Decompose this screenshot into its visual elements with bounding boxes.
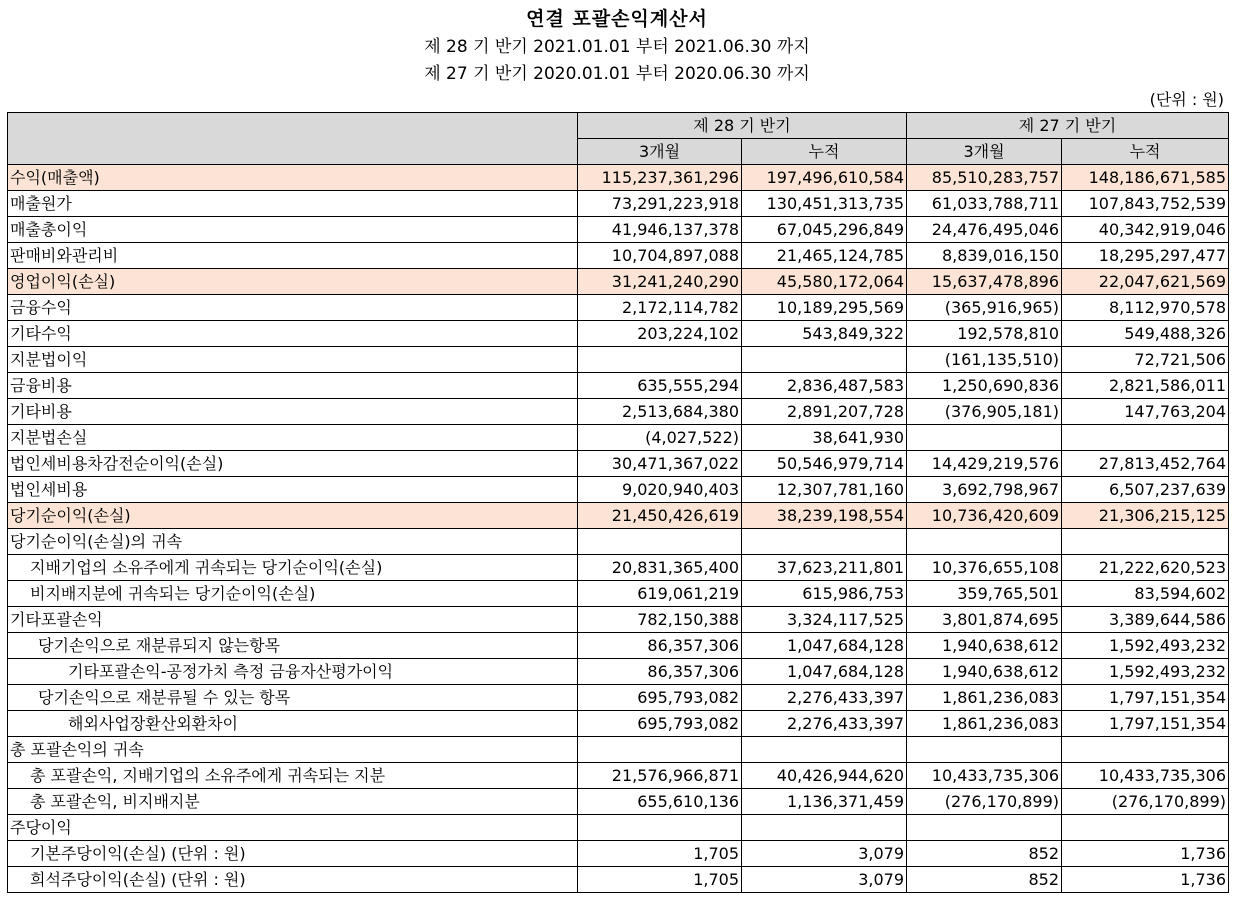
table-row [8, 841, 1229, 867]
value-27-cumulative: 1,592,493,232 [1062, 659, 1229, 685]
value-28-cumulative: 50,546,979,714 [742, 451, 907, 477]
value-28-cumulative: 197,496,610,584 [742, 165, 907, 191]
row-label: 판매비와관리비 [8, 243, 578, 269]
value-27-cumulative: 3,389,644,586 [1062, 607, 1229, 633]
value-28-three-month: 30,471,367,022 [578, 451, 742, 477]
value-28-cumulative [742, 347, 907, 373]
value-27-cumulative: 21,222,620,523 [1062, 555, 1229, 581]
value-28-three-month: 635,555,294 [578, 373, 742, 399]
value-27-three-month: 10,736,420,609 [907, 503, 1062, 529]
value-28-cumulative: 38,239,198,554 [742, 503, 907, 529]
value-27-three-month: 1,250,690,836 [907, 373, 1062, 399]
value-28-cumulative: 3,079 [742, 841, 907, 867]
value-27-cumulative [1062, 529, 1229, 555]
header-28-cumulative: 누적 [742, 139, 907, 165]
value-28-three-month [578, 737, 742, 763]
value-27-three-month: 1,940,638,612 [907, 633, 1062, 659]
row-label: 희석주당이익(손실) (단위 : 원) [8, 867, 578, 893]
value-27-three-month: 359,765,501 [907, 581, 1062, 607]
table-row [8, 321, 1229, 347]
value-28-three-month: 203,224,102 [578, 321, 742, 347]
value-27-cumulative: 2,821,586,011 [1062, 373, 1229, 399]
row-label: 금융수익 [8, 295, 578, 321]
value-28-three-month: 21,450,426,619 [578, 503, 742, 529]
value-27-three-month: 24,476,495,046 [907, 217, 1062, 243]
header-blank-cell [8, 113, 578, 165]
table-row [8, 711, 1229, 737]
value-27-three-month: 10,376,655,108 [907, 555, 1062, 581]
value-28-three-month: 2,172,114,782 [578, 295, 742, 321]
header-row-period [8, 113, 1229, 139]
value-28-three-month: 695,793,082 [578, 685, 742, 711]
value-27-cumulative: 1,797,151,354 [1062, 685, 1229, 711]
value-28-three-month: (4,027,522) [578, 425, 742, 451]
row-label: 기본주당이익(손실) (단위 : 원) [8, 841, 578, 867]
value-28-three-month: 86,357,306 [578, 633, 742, 659]
row-label: 기타포괄손익 [8, 607, 578, 633]
value-28-three-month: 619,061,219 [578, 581, 742, 607]
table-row [8, 243, 1229, 269]
value-27-three-month: 192,578,810 [907, 321, 1062, 347]
row-label: 영업이익(손실) [8, 269, 578, 295]
table-row [8, 763, 1229, 789]
value-27-three-month: 15,637,478,896 [907, 269, 1062, 295]
value-27-cumulative: 40,342,919,046 [1062, 217, 1229, 243]
row-label: 주당이익 [8, 815, 578, 841]
table-row [8, 451, 1229, 477]
value-28-cumulative: 21,465,124,785 [742, 243, 907, 269]
header-28-three-month: 3개월 [578, 139, 742, 165]
value-28-three-month [578, 347, 742, 373]
value-27-three-month: (376,905,181) [907, 399, 1062, 425]
value-28-cumulative: 543,849,322 [742, 321, 907, 347]
value-27-three-month [907, 737, 1062, 763]
value-27-three-month [907, 815, 1062, 841]
value-27-cumulative: 22,047,621,569 [1062, 269, 1229, 295]
value-27-cumulative: 1,592,493,232 [1062, 633, 1229, 659]
row-label: 지분법손실 [8, 425, 578, 451]
value-28-three-month: 655,610,136 [578, 789, 742, 815]
value-28-cumulative [742, 737, 907, 763]
value-28-cumulative: 10,189,295,569 [742, 295, 907, 321]
value-28-three-month: 20,831,365,400 [578, 555, 742, 581]
row-label: 기타포괄손익-공정가치 측정 금융자산평가이익 [8, 659, 578, 685]
row-label: 총 포괄손익, 비지배지분 [8, 789, 578, 815]
value-28-cumulative: 1,047,684,128 [742, 633, 907, 659]
period-prior: 제 27 기 반기 2020.01.01 부터 2020.06.30 까지 [424, 64, 810, 84]
value-27-cumulative: 8,112,970,578 [1062, 295, 1229, 321]
value-28-cumulative: 2,891,207,728 [742, 399, 907, 425]
header-27-cumulative: 누적 [1062, 139, 1229, 165]
row-label: 기타수익 [8, 321, 578, 347]
row-label: 비지배지분에 귀속되는 당기순이익(손실) [8, 581, 578, 607]
value-28-three-month: 10,704,897,088 [578, 243, 742, 269]
table-row [8, 633, 1229, 659]
value-27-cumulative: 148,186,671,585 [1062, 165, 1229, 191]
value-27-three-month: 852 [907, 841, 1062, 867]
value-27-cumulative: 6,507,237,639 [1062, 477, 1229, 503]
value-28-cumulative: 1,136,371,459 [742, 789, 907, 815]
row-label: 법인세비용차감전순이익(손실) [8, 451, 578, 477]
value-28-cumulative: 2,276,433,397 [742, 711, 907, 737]
row-label: 당기순이익(손실) [8, 503, 578, 529]
table-row [8, 529, 1229, 555]
row-label: 당기손익으로 재분류될 수 있는 항목 [8, 685, 578, 711]
row-label: 매출원가 [8, 191, 578, 217]
value-27-three-month: 1,861,236,083 [907, 711, 1062, 737]
value-28-three-month: 695,793,082 [578, 711, 742, 737]
table-row [8, 373, 1229, 399]
value-27-cumulative: 21,306,215,125 [1062, 503, 1229, 529]
value-28-three-month: 21,576,966,871 [578, 763, 742, 789]
table-row [8, 217, 1229, 243]
value-27-cumulative [1062, 425, 1229, 451]
table-row [8, 425, 1229, 451]
row-label: 지배기업의 소유주에게 귀속되는 당기순이익(손실) [8, 555, 578, 581]
value-27-three-month [907, 425, 1062, 451]
row-label: 금융비용 [8, 373, 578, 399]
value-28-three-month: 41,946,137,378 [578, 217, 742, 243]
value-28-three-month: 9,020,940,403 [578, 477, 742, 503]
value-28-three-month: 73,291,223,918 [578, 191, 742, 217]
table-row [8, 815, 1229, 841]
table-row [8, 789, 1229, 815]
value-27-cumulative: 1,797,151,354 [1062, 711, 1229, 737]
value-27-cumulative: 1,736 [1062, 867, 1229, 893]
value-28-cumulative: 2,276,433,397 [742, 685, 907, 711]
value-28-three-month: 2,513,684,380 [578, 399, 742, 425]
value-28-three-month: 1,705 [578, 867, 742, 893]
row-label: 수익(매출액) [8, 165, 578, 191]
row-label: 총 포괄손익, 지배기업의 소유주에게 귀속되는 지분 [8, 763, 578, 789]
value-27-three-month: 8,839,016,150 [907, 243, 1062, 269]
value-27-three-month: (276,170,899) [907, 789, 1062, 815]
value-28-three-month: 115,237,361,296 [578, 165, 742, 191]
row-label: 지분법이익 [8, 347, 578, 373]
value-27-three-month: 3,801,874,695 [907, 607, 1062, 633]
statement-body [8, 165, 1229, 893]
table-row [8, 477, 1229, 503]
value-28-cumulative: 12,307,781,160 [742, 477, 907, 503]
table-row [8, 165, 1229, 191]
header-period-28: 제 28 기 반기 [578, 113, 907, 139]
value-28-cumulative [742, 529, 907, 555]
value-28-cumulative: 40,426,944,620 [742, 763, 907, 789]
unit-label: (단위 : 원) [1149, 90, 1224, 109]
value-27-cumulative: 18,295,297,477 [1062, 243, 1229, 269]
value-27-cumulative: 27,813,452,764 [1062, 451, 1229, 477]
table-row [8, 399, 1229, 425]
value-28-three-month [578, 815, 742, 841]
value-27-three-month: 1,861,236,083 [907, 685, 1062, 711]
value-27-three-month: 14,429,219,576 [907, 451, 1062, 477]
value-27-cumulative: 147,763,204 [1062, 399, 1229, 425]
header-27-three-month: 3개월 [907, 139, 1062, 165]
value-28-cumulative: 615,986,753 [742, 581, 907, 607]
table-row [8, 347, 1229, 373]
table-row [8, 555, 1229, 581]
table-row [8, 269, 1229, 295]
value-28-cumulative: 37,623,211,801 [742, 555, 907, 581]
value-28-cumulative [742, 815, 907, 841]
value-27-cumulative: 1,736 [1062, 841, 1229, 867]
value-28-cumulative: 2,836,487,583 [742, 373, 907, 399]
value-27-three-month: 10,433,735,306 [907, 763, 1062, 789]
value-28-cumulative: 130,451,313,735 [742, 191, 907, 217]
table-row [8, 295, 1229, 321]
value-27-cumulative: 83,594,602 [1062, 581, 1229, 607]
table-row [8, 607, 1229, 633]
row-label: 매출총이익 [8, 217, 578, 243]
header-period-27: 제 27 기 반기 [907, 113, 1229, 139]
table-row [8, 659, 1229, 685]
table-row [8, 191, 1229, 217]
value-27-cumulative [1062, 737, 1229, 763]
value-28-three-month [578, 529, 742, 555]
income-statement-table [7, 112, 1229, 893]
value-27-cumulative: 549,488,326 [1062, 321, 1229, 347]
value-27-three-month: (365,916,965) [907, 295, 1062, 321]
value-28-cumulative: 3,324,117,525 [742, 607, 907, 633]
table-row [8, 685, 1229, 711]
value-27-three-month: 85,510,283,757 [907, 165, 1062, 191]
row-label: 당기손익으로 재분류되지 않는항목 [8, 633, 578, 659]
period-current: 제 28 기 반기 2021.01.01 부터 2021.06.30 까지 [424, 37, 810, 57]
value-28-cumulative: 67,045,296,849 [742, 217, 907, 243]
row-label: 해외사업장환산외환차이 [8, 711, 578, 737]
value-27-three-month: 852 [907, 867, 1062, 893]
row-label: 당기순이익(손실)의 귀속 [8, 529, 578, 555]
row-label: 법인세비용 [8, 477, 578, 503]
value-27-cumulative [1062, 815, 1229, 841]
row-label: 기타비용 [8, 399, 578, 425]
value-27-three-month: 61,033,788,711 [907, 191, 1062, 217]
value-28-cumulative: 1,047,684,128 [742, 659, 907, 685]
table-row [8, 503, 1229, 529]
value-27-three-month [907, 529, 1062, 555]
value-28-three-month: 1,705 [578, 841, 742, 867]
statement-title: 연결 포괄손익계산서 [526, 8, 708, 30]
value-28-three-month: 86,357,306 [578, 659, 742, 685]
value-27-cumulative: (276,170,899) [1062, 789, 1229, 815]
row-label: 총 포괄손익의 귀속 [8, 737, 578, 763]
value-27-cumulative: 72,721,506 [1062, 347, 1229, 373]
value-27-three-month: (161,135,510) [907, 347, 1062, 373]
value-27-three-month: 1,940,638,612 [907, 659, 1062, 685]
value-28-three-month: 31,241,240,290 [578, 269, 742, 295]
table-row [8, 581, 1229, 607]
value-27-cumulative: 107,843,752,539 [1062, 191, 1229, 217]
value-28-cumulative: 3,079 [742, 867, 907, 893]
table-row [8, 737, 1229, 763]
table-row [8, 867, 1229, 893]
value-28-three-month: 782,150,388 [578, 607, 742, 633]
value-27-three-month: 3,692,798,967 [907, 477, 1062, 503]
value-28-cumulative: 45,580,172,064 [742, 269, 907, 295]
value-27-cumulative: 10,433,735,306 [1062, 763, 1229, 789]
value-28-cumulative: 38,641,930 [742, 425, 907, 451]
